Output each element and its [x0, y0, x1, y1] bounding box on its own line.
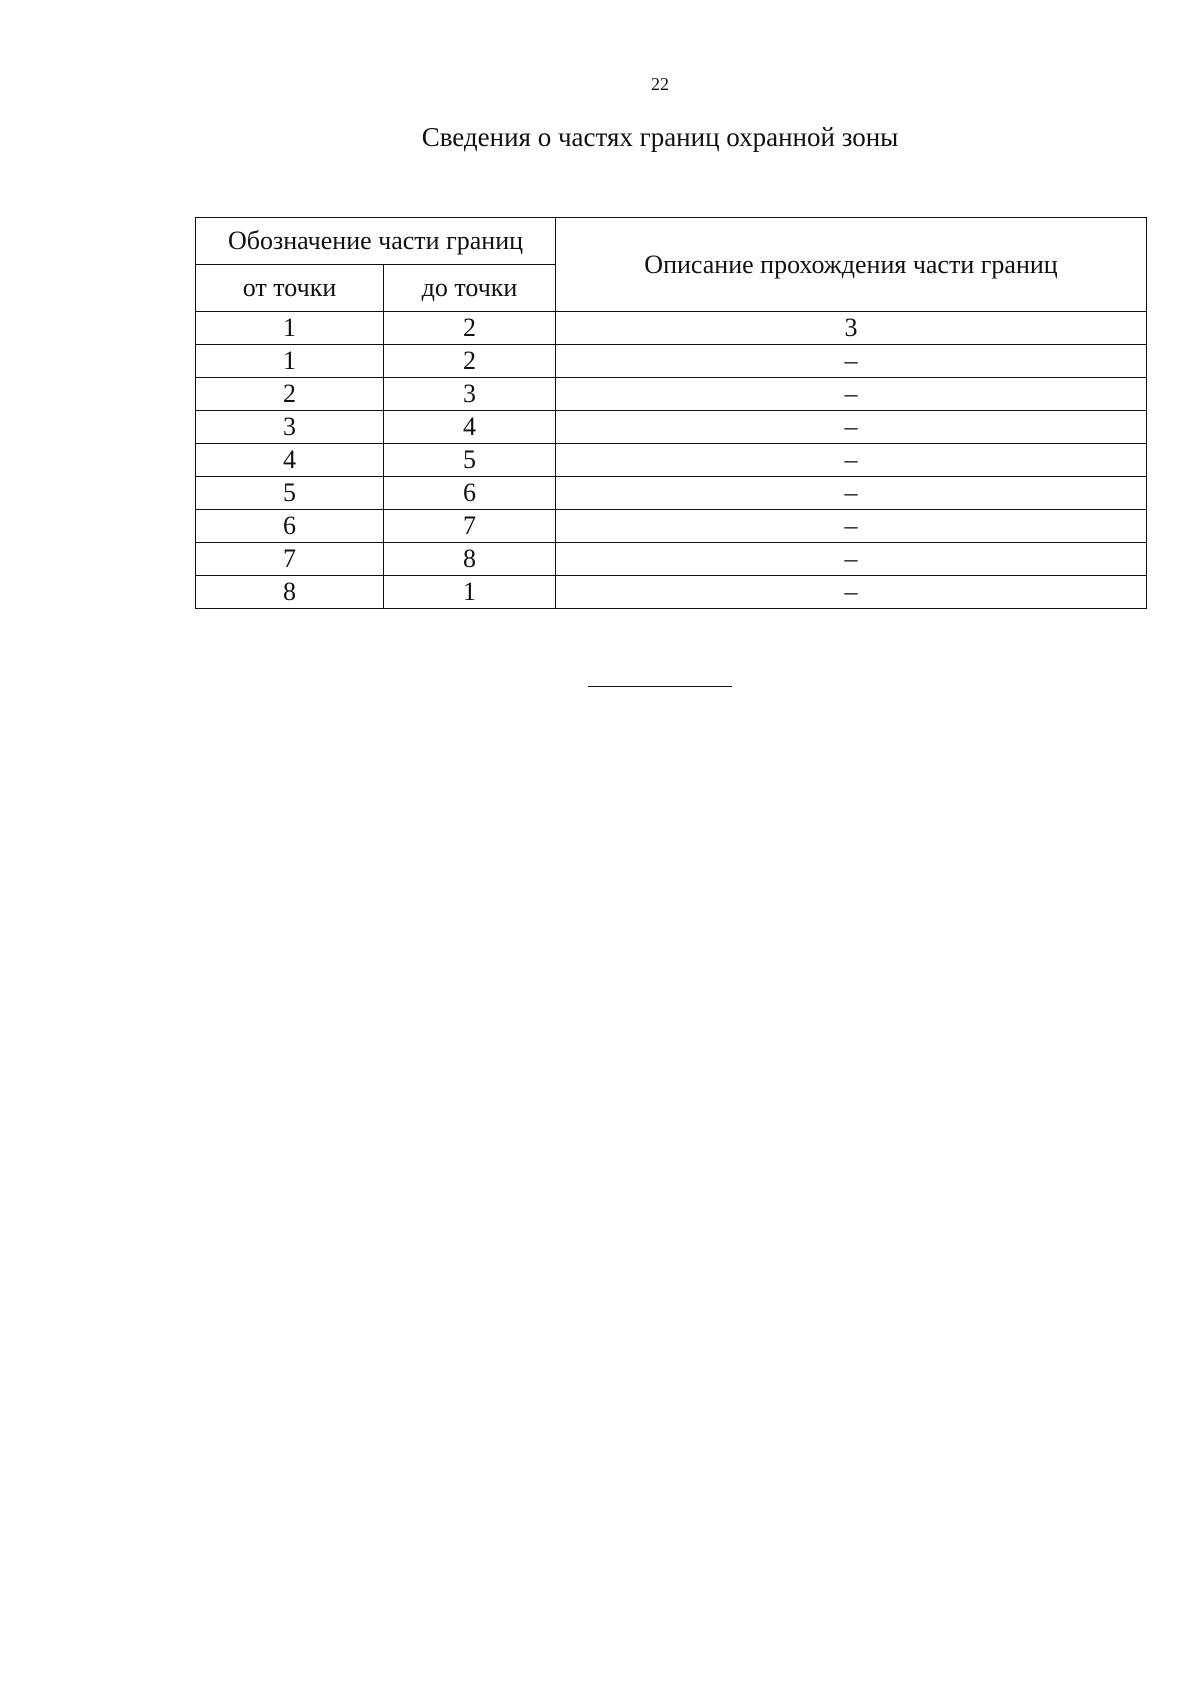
from-point-cell: 6 — [196, 510, 384, 543]
header-to-point: до точки — [384, 265, 556, 312]
table-row — [196, 543, 1147, 576]
description-cell: – — [556, 576, 1147, 609]
from-point-cell: 2 — [196, 378, 384, 411]
column-number-cell: 3 — [556, 312, 1147, 345]
table-row — [196, 510, 1147, 543]
from-point-cell: 5 — [196, 477, 384, 510]
table-row — [196, 345, 1147, 378]
from-point-cell: 3 — [196, 411, 384, 444]
column-number-row — [196, 312, 1147, 345]
column-number-cell: 2 — [384, 312, 556, 345]
description-cell: – — [556, 477, 1147, 510]
description-cell: – — [556, 345, 1147, 378]
table-row — [196, 576, 1147, 609]
table-row — [196, 411, 1147, 444]
header-boundary-description: Описание прохождения части границ — [556, 218, 1147, 312]
from-point-cell: 1 — [196, 345, 384, 378]
to-point-cell: 7 — [384, 510, 556, 543]
to-point-cell: 1 — [384, 576, 556, 609]
table-row — [196, 378, 1147, 411]
to-point-cell: 2 — [384, 345, 556, 378]
description-cell: – — [556, 543, 1147, 576]
boundary-parts-table — [195, 217, 1147, 609]
description-cell: – — [556, 444, 1147, 477]
to-point-cell: 8 — [384, 543, 556, 576]
to-point-cell: 5 — [384, 444, 556, 477]
table-row — [196, 444, 1147, 477]
description-cell: – — [556, 411, 1147, 444]
table-row — [196, 477, 1147, 510]
from-point-cell: 8 — [196, 576, 384, 609]
end-of-document-rule — [588, 686, 732, 687]
column-number-cell: 1 — [196, 312, 384, 345]
from-point-cell: 4 — [196, 444, 384, 477]
description-cell: – — [556, 510, 1147, 543]
page-title: Сведения о частях границ охранной зоны — [421, 122, 899, 152]
to-point-cell: 3 — [384, 378, 556, 411]
to-point-cell: 6 — [384, 477, 556, 510]
page-number: 22 — [651, 74, 669, 94]
from-point-cell: 7 — [196, 543, 384, 576]
to-point-cell: 4 — [384, 411, 556, 444]
header-from-point: от точки — [196, 265, 384, 312]
header-boundary-part-designation: Обозначение части границ — [196, 218, 556, 265]
description-cell: – — [556, 378, 1147, 411]
